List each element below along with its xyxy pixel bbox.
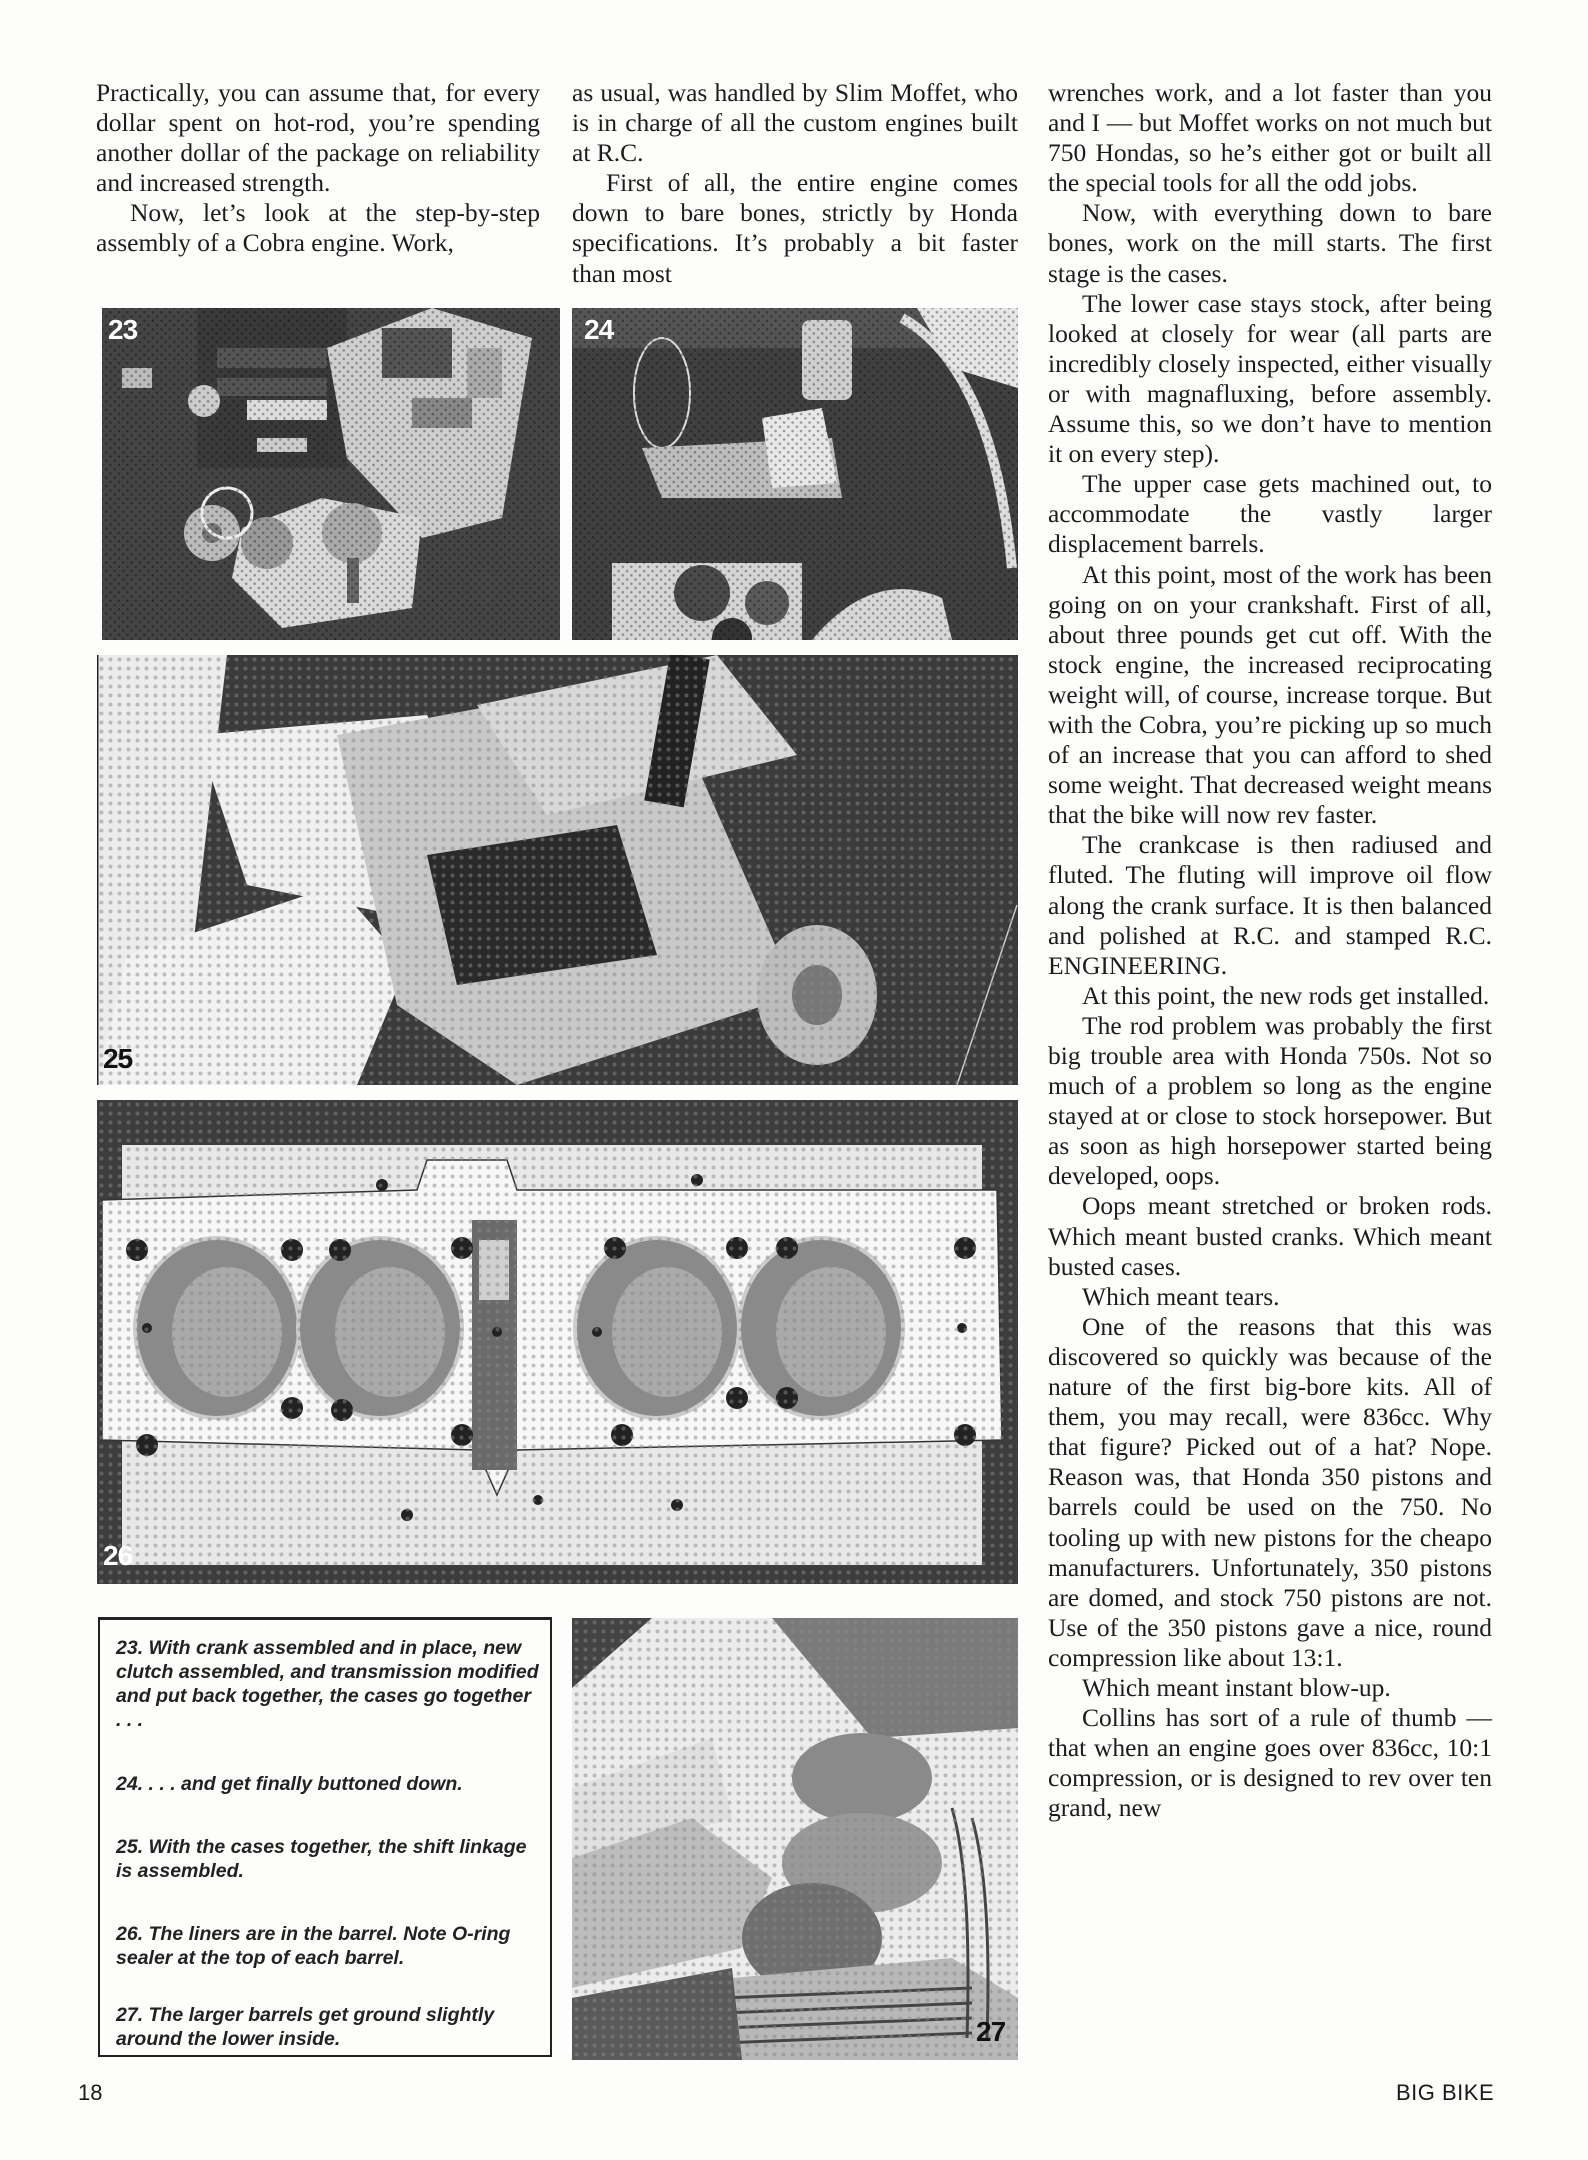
caption-box — [98, 1617, 552, 2057]
caption-27: 27. The larger barrels get ground slightly around the lower inside. — [116, 2004, 495, 2050]
photo-number: 26 — [103, 1540, 133, 1571]
photo-23-engine-cases — [102, 308, 560, 640]
paragraph: Which meant tears. — [1082, 1281, 1280, 1311]
paragraph: Collins has sort of a rule of thumb — that when an engine goes over 836cc, 10:1 compression, or is designed to rev over ten grand, new — [1048, 1703, 1492, 1823]
paragraph: as usual, was handled by Slim Moffet, who is in charge of all the custom engines built at R.C. — [572, 78, 1018, 168]
article-column-1 — [96, 78, 540, 259]
paragraph: The upper case gets machined out, to accommodate the vastly larger displacement barrels. — [1048, 469, 1492, 559]
paragraph: First of all, the entire engine comes down to bare bones, strictly by Honda specifications. It’s probably a bit faster than most — [572, 168, 1018, 288]
photo-24-cases-buttoned — [572, 308, 1018, 640]
photo-27-barrel-grinding — [572, 1618, 1018, 2060]
article-column-2 — [572, 78, 1018, 289]
paragraph: Practically, you can assume that, for every dollar spent on hot-rod, you’re spending another dollar of the package on reliability and increased strength. — [96, 78, 540, 198]
magazine-name: BIG BIKE — [1396, 2080, 1495, 2105]
caption-25: 25. With the cases together, the shift linkage is assembled. — [116, 1836, 527, 1882]
paragraph: At this point, most of the work has been going on on your crankshaft. First of all, about three pounds get cut off. With the stock engine, the increased reciprocating weight will, of course, increase torque. But with the Cobra, you’re picking up so much of an increase that you can afford to shed some weight. That decreased weight means that the bike will now rev faster. — [1048, 559, 1492, 830]
photo-25-shift-linkage — [97, 655, 1018, 1085]
photo-number: 24 — [584, 314, 614, 345]
paragraph: At this point, the new rods get installed. — [1082, 980, 1490, 1010]
photo-number: 27 — [976, 2016, 1006, 2047]
paragraph: Now, let’s look at the step-by-step assembly of a Cobra engine. Work, — [96, 198, 540, 258]
page-number: 18 — [78, 2080, 103, 2105]
paragraph: The lower case stays stock, after being looked at closely for wear (all parts are incredibly closely inspected, either visually or with magnafluxing, before assembly. Assume this, so we don’t have to mention it on every step). — [1048, 288, 1492, 469]
caption-24: 24. . . . and get finally buttoned down. — [116, 1773, 463, 1795]
caption-26: 26. The liners are in the barrel. Note O-ring sealer at the top of each barrel. — [116, 1923, 511, 1969]
paragraph: The rod problem was probably the first big trouble area with Honda 750s. Not so much of a problem so long as the engine stayed at or close to stock horsepower. But as soon as high horsepower started being developed, oops. — [1048, 1010, 1492, 1191]
paragraph: wrenches work, and a lot faster than you and I — but Moffet works on not much but 750 Hondas, so he’s either got or built all the special tools for all the odd jobs. — [1048, 78, 1492, 198]
paragraph: The crankcase is then radiused and fluted. The fluting will improve oil flow along the crank surface. It is then balanced and polished at R.C. and stamped R.C. ENGINEERING. — [1048, 830, 1492, 980]
paragraph: Oops meant stretched or broken rods. Which meant busted cranks. Which meant busted cases. — [1048, 1191, 1492, 1281]
photo-number: 23 — [108, 314, 138, 345]
paragraph: Which meant instant blow-up. — [1082, 1672, 1391, 1702]
photo-26-barrel-liners — [97, 1100, 1018, 1584]
photo-number: 25 — [103, 1043, 133, 1074]
caption-23: 23. With crank assembled and in place, new clutch assembled, and transmission modified and put back together, the cases go together . . . — [116, 1637, 539, 1731]
paragraph: One of the reasons that this was discovered so quickly was because of the nature of the first big-bore kits. All of them, you may recall, were 836cc. Why that figure? Picked out of a hat? Nope. Reason was, that Honda 350 pistons and barrels could be used on the 750. No tooling up with new pistons for the cheapo manufacturers. Unfortunately, 350 pistons are domed, and stock 750 pistons are not. Use of the 350 pistons gave a nice, round compression like about 13:1. — [1048, 1311, 1492, 1672]
article-column-3 — [1048, 78, 1492, 1823]
paragraph: Now, with everything down to bare bones, work on the mill starts. The first stage is the cases. — [1048, 198, 1492, 288]
